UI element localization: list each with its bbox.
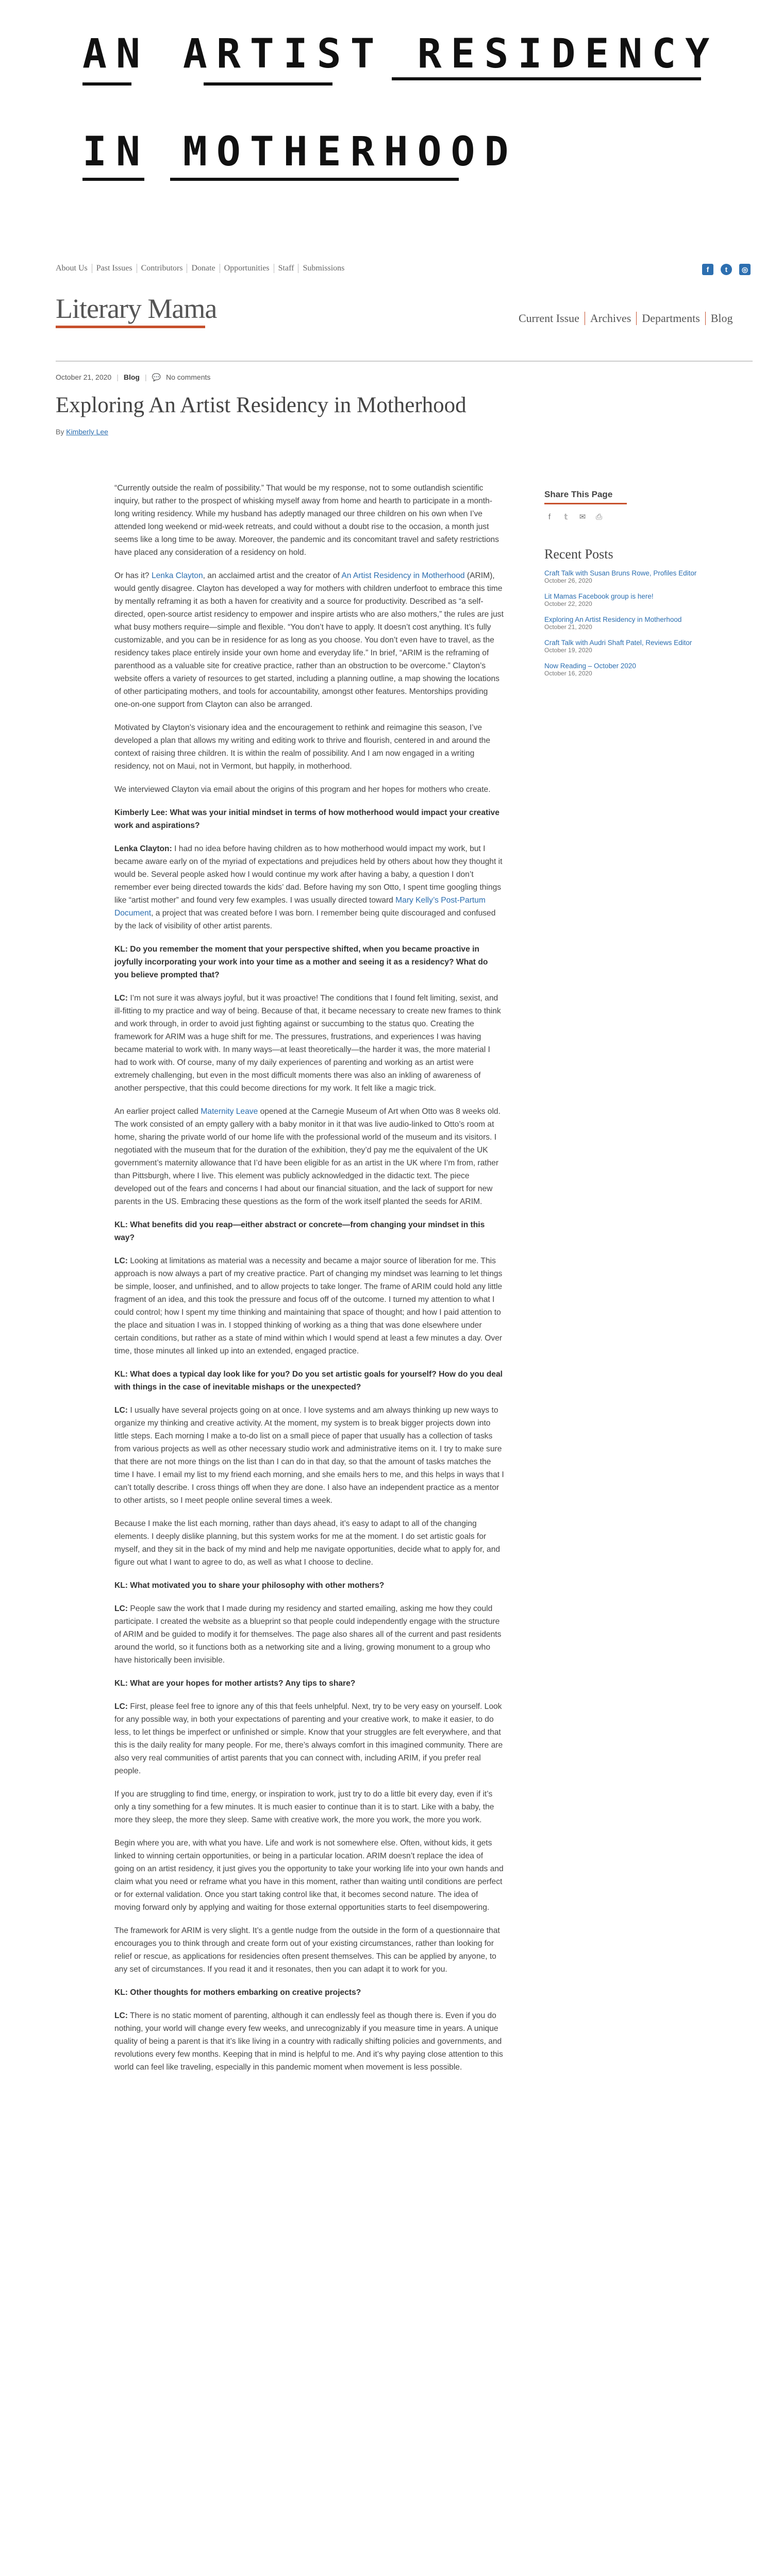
hero-title-line2: IN MOTHERHOOD	[82, 129, 518, 175]
recent-post-date: October 26, 2020	[544, 577, 592, 584]
paragraph: “Currently outside the realm of possibility.” That would be my response, not to some outlandish scientific inquiry, but rather to the prospect of whisking myself away from home and hearth to participate in a month-long writing residency. While my husband has adeptly managed our three children on his own when I’ve attended long weekend or mid-week retreats, and could without a doubt rise to the occasion, a month just seems like a long time to be away. Moreover, the pandemic and its concomitant travel and safety restrictions have placed any consideration of a residency on hold.	[114, 484, 499, 557]
interview-answer: LC: First, please feel free to ignore any of this that feels unhelpful. Next, try to be very easy on yourself. Look for any possible way, in both your expectations of parenting and your creative work, to make it easier, to do less, to let things be imperfect or unfinished or simple. Know that your struggles are felt everywhere, and that this is the daily reality for many people. For me, there’s always comfort in this imagined community. There are also very real communities of artist parents that you can connect with, including ARIM, if you prefer real people.	[114, 1702, 503, 1775]
recent-post-link[interactable]: Exploring An Artist Residency in Motherhood	[544, 616, 682, 623]
nav-staff[interactable]: Staff	[274, 264, 299, 273]
nav-donate[interactable]: Donate	[187, 264, 220, 273]
recent-posts-heading: Recent Posts	[544, 547, 613, 562]
author-link[interactable]: Kimberly Lee	[66, 428, 108, 436]
share-underline	[544, 503, 627, 504]
facebook-share-icon[interactable]: f	[548, 512, 551, 521]
instagram-icon[interactable]: ◎	[739, 264, 751, 275]
email-share-icon[interactable]: ✉	[579, 513, 586, 521]
recent-post	[544, 592, 725, 607]
paragraph: Motivated by Clayton’s visionary idea and the encouragement to rethink and reimagine this season, I’ve developed a plan that allows my writing and editing work to thrive and flourish, centered in and around the context of raising three children. It is within the realm of possibility. And I am now engaged in a writing residency, not on Maui, not in Vermont, but happily, in motherhood.	[114, 723, 491, 771]
nav-departments[interactable]: Departments	[637, 312, 705, 325]
byline	[56, 428, 108, 436]
interview-question: KL: What motivated you to share your philosophy with other mothers?	[114, 1581, 385, 1590]
paragraph: If you are struggling to find time, energy, or inspiration to work, just try to do a little bit every day, even if it’s only a tiny something for a few minutes. It is much easier to continue than it is to start. Like with a baby, the more they sleep, the more they sleep. Same with creative work, the more you work, the more you work.	[114, 1790, 494, 1824]
post-category[interactable]: Blog	[123, 373, 140, 381]
recent-post-link[interactable]: Craft Talk with Susan Bruns Rowe, Profiles Editor	[544, 569, 697, 577]
nav-past-issues[interactable]: Past Issues	[92, 264, 137, 273]
interview-question: KL: What does a typical day look like for you? Do you set artistic goals for yourself? How do you deal with things in the case of inevitable mishaps or the unexpected?	[114, 1370, 503, 1392]
main-nav	[513, 312, 738, 325]
nav-current-issue[interactable]: Current Issue	[513, 312, 585, 325]
site-logo[interactable]: Literary Mama	[56, 293, 217, 324]
recent-post	[544, 616, 725, 631]
recent-post-date: October 19, 2020	[544, 647, 592, 654]
paragraph: We interviewed Clayton via email about the origins of this program and her hopes for mothers who create.	[114, 785, 491, 794]
interview-question: KL: What are your hopes for mother artists? Any tips to share?	[114, 1679, 356, 1688]
interview-question: KL: Other thoughts for mothers embarking on creative projects?	[114, 1988, 361, 1997]
post-meta	[56, 373, 210, 382]
share-buttons	[544, 512, 725, 522]
hero-title-line1: AN ARTIST RESIDENCY	[82, 31, 719, 77]
interview-question: KL: What benefits did you reap—either abstract or concrete—from changing your mindset in this way?	[114, 1221, 485, 1242]
hero-banner	[0, 0, 766, 216]
header-divider	[56, 361, 753, 362]
paragraph: Or has it? Lenka Clayton, an acclaimed artist and the creator of An Artist Residency in Motherhood (ARIM), would gently disagree. Clayton has developed a way for mothers with children underfoot to embrace this time by mentally reframing it as both a haven for creativity and a source for productivity. Described as “a self-directed, open-source artist residency to empower and inspire artists who are also mothers,” the rules are just what busy mothers require—simple and flexible. “You don’t have to apply. It doesn’t cost anything. It’s fully customizable, and you can be in residence for as long as you choose. You don’t even have to travel, as the residency takes place entirely inside your own home and everyday life.” In brief, “ARIM is the reframing of parenthood as a valuable site for creative practice, rather than an obstruction to be overcome.” Clayton’s website offers a variety of resources to get started, including a planning outline, a map showing the locations of other participating mothers, and tools for accountability, amongst other features. Mentorships providing one-on-one support from Clayton can also be arranged.	[114, 571, 504, 709]
comment-icon: 💬	[152, 373, 161, 381]
share-heading: Share This Page	[544, 489, 613, 499]
hero-underline	[82, 82, 131, 86]
recent-post-date: October 21, 2020	[544, 623, 592, 631]
recent-post-link[interactable]: Lit Mamas Facebook group is here!	[544, 592, 654, 600]
paragraph: Begin where you are, with what you have. Life and work is not somewhere else. Often, without kids, it gets linked to winning certain opportunities, or being in a particular location. ARIM doesn’t replace the idea of going on an artist residency, it just gives you the opportunity to take your working life into your own hands and claim what you need or reframe what you have in this moment, rather than waiting until conditions are perfect or for external validation. Once you start taking control like that, it becomes second nature. The idea of moving forward only by applying and waiting for those external opportunities starts to feel disempowering.	[114, 1839, 504, 1912]
hero-underline	[170, 178, 459, 181]
recent-post-date: October 16, 2020	[544, 670, 592, 677]
byline-prefix: By	[56, 428, 64, 436]
paragraph: The framework for ARIM is very slight. It’s a gentle nudge from the outside in the form of a questionnaire that encourages you to think through and create form out of your existing circumstances, rather than looking for relief or rescue, as applications for residencies often present themselves. This can be applied by anyone, to any set of circumstances. If you read it and it resonates, then you can adapt it to work for you.	[114, 1926, 500, 1974]
interview-answer: LC: I’m not sure it was always joyful, but it was proactive! The conditions that I found felt limiting, sexist, and ill-fitting to my practice and way of being. Because of that, it became necessary to create new frames to think and work through, in order to avoid just fighting against or succumbing to the status quo. Creating the framework for ARIM was a huge shift for me. The pressures, frustrations, and experiences I was having became material to work with. In many ways—at least theoretically—the harder it was, the more material I had to work with. Of course, many of my daily experiences of parenting and working as an artist were extremely challenging, but even in the most difficult moments there was also an inkling of awareness of another perspective, that this could become directions for my work. It felt like a magic trick.	[114, 994, 501, 1093]
recent-post-date: October 22, 2020	[544, 600, 592, 607]
utility-nav	[56, 264, 348, 273]
interview-question: Kimberly Lee: What was your initial mindset in terms of how motherhood would impact your creative work and aspirations?	[114, 808, 499, 830]
post-date: October 21, 2020	[56, 373, 112, 381]
maternity-leave-link[interactable]: Maternity Leave	[201, 1107, 258, 1116]
paragraph: An earlier project called Maternity Leave opened at the Carnegie Museum of Art when Otto was 8 weeks old. The work consisted of an empty gallery with a baby monitor in it that was live audio-linked to Otto’s room at home, sharing the private world of our home life with the professional world of the museum and its visitors. I negotiated with the museum that for the duration of the exhibition, they’d pay me the equivalent of the UK government’s maternity allowance that I’d have been eligible for as an artist in the UK where I’m from, rather than Pittsburgh, where I live. This element was publicly acknowledged in the didactic text. The piece developed out of the fears and concerns I had about our financial situation, and the lack of support for new parents in the US. Embracing these questions as the form of the work itself planted the seeds for ARIM.	[114, 1107, 501, 1206]
meta-separator: |	[116, 373, 119, 381]
post-partum-document-link[interactable]: Mary Kelly’s Post-Partum Document	[114, 896, 486, 918]
page-title: Exploring An Artist Residency in Motherhood	[56, 393, 467, 417]
recent-post-link[interactable]: Craft Talk with Audri Shaft Patel, Reviews Editor	[544, 639, 692, 647]
twitter-icon[interactable]: t	[721, 264, 732, 275]
sidebar	[544, 489, 725, 685]
nav-contributors[interactable]: Contributors	[137, 264, 188, 273]
paragraph: Because I make the list each morning, rather than days ahead, it’s easy to adapt to all of the changing elements. I deeply dislike planning, but this system works for me at the moment. I do set artistic goals for myself, and they sit in the back of my mind and help me navigate opportunities, decide what to apply for, and figure out what I want to agree to do, as well as what I choose to decline.	[114, 1519, 501, 1567]
lenka-clayton-link[interactable]: Lenka Clayton	[151, 571, 203, 580]
print-share-icon[interactable]: ⎙	[595, 512, 602, 521]
facebook-icon[interactable]: f	[702, 264, 713, 275]
nav-archives[interactable]: Archives	[585, 312, 637, 325]
hero-underline	[82, 178, 144, 181]
arim-link[interactable]: An Artist Residency in Motherhood	[341, 571, 465, 580]
nav-submissions[interactable]: Submissions	[303, 264, 345, 273]
interview-answer: Lenka Clayton: I had no idea before having children as to how motherhood would impact my work, but I became aware early on of the myriad of expectations and prejudices held by others about how they thought it would be. Several people asked how I would continue my work after having a baby, a question I don’t remember ever being directed towards the kids’ dad. Before having my son Otto, I spent time googling things like “artist mother” and found very few examples. I was usually directed toward Mary Kelly’s Post-Partum Document, a project that was created before I was born. I remember being quite discouraged and confused by the lack of visibility of other artist parents.	[114, 844, 503, 930]
interview-answer: LC: I usually have several projects going on at once. I love systems and am always thinking up new ways to organize my thinking and creative activity. At the moment, my system is to break bigger projects down into little steps. Each morning I make a to-do list on a small piece of paper that usually has a collection of tasks from various projects as well as other necessary studio work and administrative items on it. I try to make sure that there are not more things on the list than I can do in that day, so that the amount of tasks matches the time I have. I email my list to my friend each morning, and she emails hers to me, and this helps in ways that I can’t totally describe. I cross things off when they are done. I also have an independent practice as a mentor to other artists, so I meet people online several times a week.	[114, 1406, 504, 1505]
hero-underline	[204, 82, 332, 86]
recent-post	[544, 569, 725, 584]
nav-blog[interactable]: Blog	[710, 312, 733, 325]
recent-post-link[interactable]: Now Reading – October 2020	[544, 662, 636, 670]
hero-underline	[392, 77, 701, 80]
recent-post	[544, 662, 725, 677]
meta-separator: |	[144, 373, 147, 381]
social-links	[702, 264, 751, 275]
comment-count[interactable]: No comments	[166, 373, 211, 381]
recent-post	[544, 639, 725, 654]
twitter-share-icon[interactable]: 𝕥	[564, 513, 568, 521]
interview-answer: LC: People saw the work that I made during my residency and started emailing, asking me how they could participate. I created the website as a blueprint so that people could independently engage with the structure of ARIM and be guided to modify it for themselves. The page also shares all of the current and past residents around the world, so it functions both as a networking site and a living, growing monument to a group who have historically been invisible.	[114, 1604, 502, 1665]
interview-question: KL: Do you remember the moment that your perspective shifted, when you became proactive in joyfully incorporating your work into your time as a mother and seeing it as a residency? What do you believe prompted that?	[114, 945, 488, 979]
interview-answer: LC: Looking at limitations as material was a necessity and became a major source of liberation for me. This approach is now always a part of my creative practice. Part of changing my mindset was learning to let things be simple, looser, and unfinished, and to allow projects to take longer. The frame of ARIM could hold any little fragment of an idea, and this took the pressure and focus off of the outcome. I turned my attention to what I could control; how I spent my time thinking and maintaining that space of thought; and how I paid attention to the place and situation I was in. I stopped thinking of working as a thing that was done elsewhere under certain conditions, but rather as a state of mind within which I would spend at least a few minutes a day. Over time, those minutes all linked up into an extended, engaged practice.	[114, 1257, 503, 1355]
logo-underline	[56, 326, 205, 328]
nav-opportunities[interactable]: Opportunities	[220, 264, 274, 273]
interview-answer: LC: There is no static moment of parenting, although it can endlessly feel as though there is. Even if you do nothing, your world will change every few weeks, and unrecognizably if you measure time in years. A unique quality of being a parent is that it’s like living in a country with radically shifting policies and governments, and revolutions every few months. Keeping that in mind is helpful to me. And it’s why paying close attention to this world can feel like traveling, especially in this pandemic moment when movement is less possible.	[114, 2011, 503, 2072]
article-body	[114, 482, 504, 2084]
nav-about-us[interactable]: About Us	[56, 264, 92, 273]
